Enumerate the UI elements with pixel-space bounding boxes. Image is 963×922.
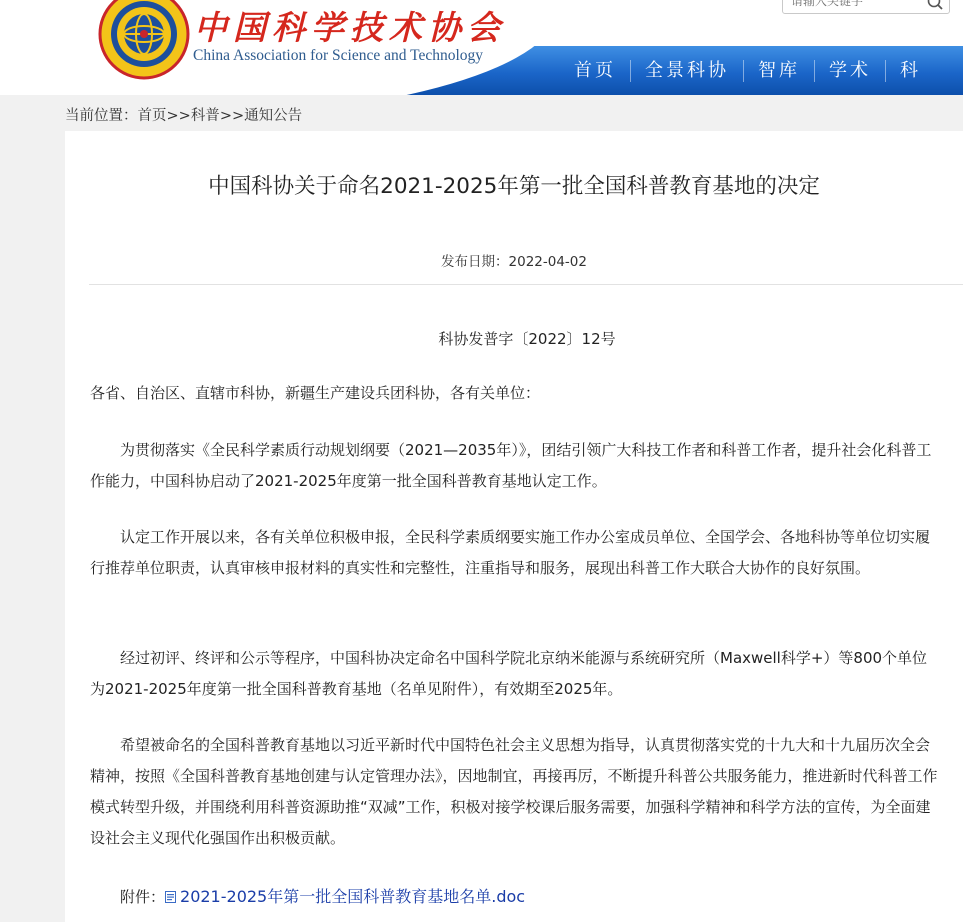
paragraph: 为贯彻落实《全民科学素质行动规划纲要（2021—2035年）》，团结引领广大科技工作者和科普工作者，提升社会化科普工作能力，中国科协启动了2021-2025年度第一批全国科普教育基地认定工作。 <box>90 441 932 490</box>
search-input[interactable] <box>791 0 921 11</box>
nav-item-science[interactable]: 科 <box>900 60 921 81</box>
article-title: 中国科协关于命名2021-2025年第一批全国科普教育基地的决定 <box>208 174 820 199</box>
doc-file-icon <box>165 891 176 903</box>
article-panel <box>65 131 963 922</box>
breadcrumb <box>65 104 302 125</box>
nav-item-academic[interactable]: 学术 <box>829 60 871 81</box>
breadcrumb-label: 当前位置： <box>65 108 138 124</box>
attachment-link[interactable]: 2021-2025年第一批全国科普教育基地名单.doc <box>180 887 526 906</box>
paragraph: 希望被命名的全国科普教育基地以习近平新时代中国特色社会主义思想为指导，认真贯彻落实党的十九大和十九届历次全会精神，按照《全国科普教育基地创建与认定管理办法》，因地制宜，再接再厉，不断提升科普公共服务能力，推进新时代科普工作模式转型升级，并围绕利用科普资源助推“双减”工作，积极对接学校课后服务需要，加强科学精神和科学方法的宣传，为全面建设社会主义现代化强国作出积极贡献。 <box>90 736 938 847</box>
paragraph: 认定工作开展以来，各有关单位积极申报，全民科学素质纲要实施工作办公室成员单位、全国学会、各地科协等单位切实履行推荐单位职责，认真审核申报材料的真实性和完整性，注重指导和服务，展现出科普工作大联合大协作的良好氛围。 <box>90 528 931 577</box>
nav-item-home[interactable]: 首页 <box>574 60 616 81</box>
breadcrumb-science[interactable]: 科普 <box>190 108 220 124</box>
search-icon[interactable] <box>926 0 944 11</box>
breadcrumb-home[interactable]: 首页 <box>137 108 167 124</box>
search-box[interactable] <box>782 0 950 14</box>
document-number: 科协发普字〔2022〕12号 <box>438 330 616 348</box>
logo-english-text: China Association for Science and Technology <box>193 47 484 64</box>
nav-item-panorama[interactable]: 全景科协 <box>645 60 729 81</box>
logo-chinese-text: 中国科学技术协会 <box>194 8 506 47</box>
divider <box>89 284 963 285</box>
site-header <box>0 0 963 95</box>
breadcrumb-notices[interactable]: 通知公告 <box>244 108 303 124</box>
cast-emblem-icon[interactable] <box>98 0 190 80</box>
nav-item-think-tank[interactable]: 智库 <box>758 60 800 81</box>
breadcrumb-separator: >> <box>219 108 245 124</box>
attachment-label: 附件： <box>120 888 166 906</box>
salutation: 各省、自治区、直辖市科协，新疆生产建设兵团科协，各有关单位： <box>90 384 541 402</box>
publish-date: 发布日期：2022-04-02 <box>441 254 587 270</box>
breadcrumb-separator: >> <box>166 108 191 124</box>
paragraph: 经过初评、终评和公示等程序，中国科协决定命名中国科学院北京纳米能源与系统研究所（Maxwell科学+）等800个单位为2021-2025年度第一批全国科普教育基地（名单见附件），有效期至2025年。 <box>90 649 928 698</box>
attachment-line <box>120 881 920 913</box>
main-nav <box>560 46 935 95</box>
